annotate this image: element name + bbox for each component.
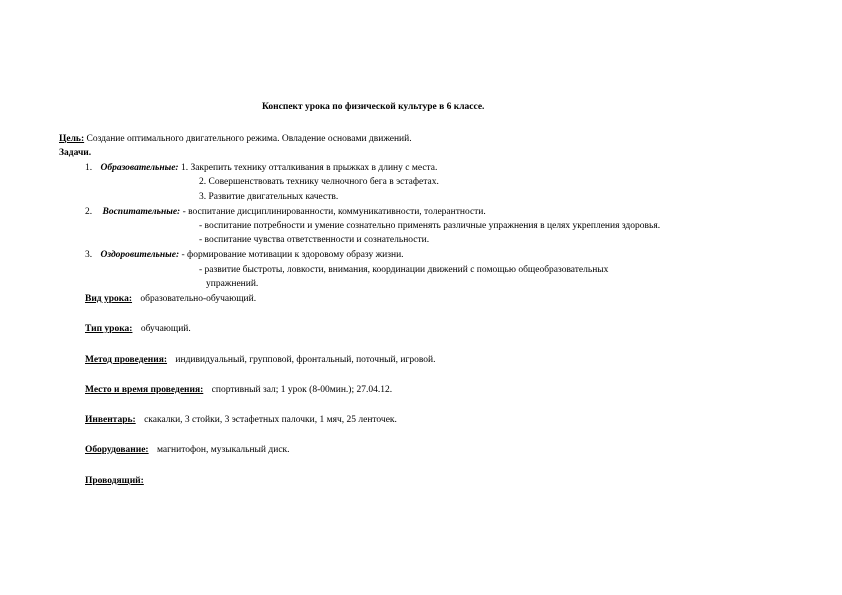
field-teacher-label: Проводящий: xyxy=(85,476,144,486)
task-1-number: 1. xyxy=(85,163,93,173)
field-place-time xyxy=(85,384,392,396)
task-3-number: 3. xyxy=(85,250,93,260)
goal-label: Цель: xyxy=(59,134,85,144)
field-inventory xyxy=(85,414,397,426)
field-teacher xyxy=(85,475,144,487)
field-method-label: Метод проведения: xyxy=(85,355,168,365)
task-3-item-3: упражнений. xyxy=(206,279,259,289)
task-2-label: Воспитательные: xyxy=(102,207,181,217)
goal-text: Создание оптимального двигательного режима. Овладение основами движений. xyxy=(86,134,412,144)
task-2-item-2: - воспитание потребности и умение сознательно применять различные упражнения в целях укрепления здоровья. xyxy=(199,221,661,231)
field-inventory-value: скакалки, 3 стойки, 3 эстафетных палочки, 1 мяч, 25 ленточек. xyxy=(144,415,397,425)
field-lesson-type xyxy=(85,323,191,335)
task-3-item-1: - формирование мотивации к здоровому образу жизни. xyxy=(181,250,404,260)
task-2-item-1: - воспитание дисциплинированности, коммуникативности, толерантности. xyxy=(182,207,486,217)
field-lesson-kind-label: Вид урока: xyxy=(85,294,133,304)
field-lesson-type-value: обучающий. xyxy=(140,324,191,334)
document-title: Конспект урока по физической культуре в 6 классе. xyxy=(262,102,485,112)
task-1-item-2: 2. Совершенствовать технику челночного бега в эстафетах. xyxy=(199,177,439,187)
field-place-time-value: спортивный зал; 1 урок (8-00мин.); 27.04.12. xyxy=(211,385,393,395)
task-2-number: 2. xyxy=(85,207,93,217)
task-1-line xyxy=(85,162,437,174)
field-equipment-value: магнитофон, музыкальный диск. xyxy=(156,445,290,455)
task-3-item-2: - развитие быстроты, ловкости, внимания, координации движений с помощью общеобразовательных xyxy=(199,265,609,275)
tasks-heading: Задачи. xyxy=(59,148,92,158)
task-1-item-3: 3. Развитие двигательных качеств. xyxy=(199,192,339,202)
field-method xyxy=(85,354,436,366)
task-1-item-1: 1. Закрепить технику отталкивания в прыжках в длину с места. xyxy=(180,163,438,173)
task-1-label: Образовательные: xyxy=(100,163,179,173)
task-2-item-3: - воспитание чувства ответственности и сознательности. xyxy=(199,235,430,245)
field-method-value: индивидуальный, групповой, фронтальный, поточный, игровой. xyxy=(175,355,436,365)
task-3-label: Оздоровительные: xyxy=(100,250,180,260)
field-place-time-label: Место и время проведения: xyxy=(85,385,204,395)
field-lesson-kind xyxy=(85,293,256,305)
field-inventory-label: Инвентарь: xyxy=(85,415,136,425)
field-equipment xyxy=(85,444,290,456)
field-lesson-kind-value: образовательно-обучающий. xyxy=(140,294,257,304)
field-equipment-label: Оборудование: xyxy=(85,445,149,455)
task-2-line xyxy=(85,206,486,218)
task-3-line xyxy=(85,249,404,261)
goal-line xyxy=(59,133,412,145)
field-lesson-type-label: Тип урока: xyxy=(85,324,133,334)
